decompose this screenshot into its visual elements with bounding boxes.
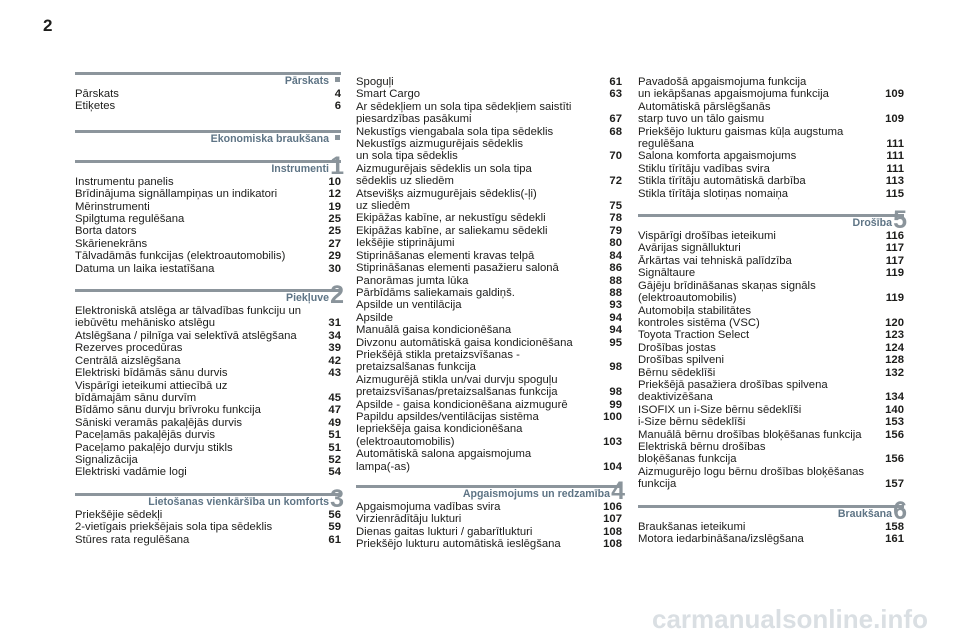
toc-entry[interactable]: Motora iedarbināšana/izslēgšana 161 [638,533,904,545]
toc-section [75,72,341,113]
toc-section [356,477,625,551]
toc-entry[interactable]: Aizmugurējā stikla un/vai durvju spoguļu pretaizsvīšanas/pretaizsalšanas funkcija 98 [356,373,622,399]
toc-entry[interactable]: Stiklu tīrītāju vadības svira 111 [638,162,904,175]
toc-entry[interactable]: Stikla tīrītāja slotiņas nomaiņa 115 [638,187,904,200]
toc-entry[interactable]: Stūres rata regulēšana 61 [75,533,341,546]
toc-entry[interactable]: Pārbīdāms saliekamais galdiņš. 88 [356,286,622,299]
toc-section [638,206,907,491]
toc-entry[interactable]: Vispārīgi drošības ieteikumi 116 [638,230,904,243]
toc-section [356,76,622,473]
toc-section [75,281,344,479]
toc-entry[interactable]: Signalizācija 52 [75,453,341,466]
toc-entry[interactable]: Manuālā gaisa kondicionēšana 94 [356,324,622,337]
section-title: Pārskats [284,75,329,87]
toc-entry[interactable]: Apsilde un ventilācija 93 [356,299,622,312]
toc-entry[interactable]: Signāltaure 119 [638,267,904,280]
toc-entry[interactable]: Braukšanas ieteikumi 158 [638,520,904,533]
toc-entry[interactable]: Rezerves procedūras 39 [75,342,341,355]
toc-entry[interactable]: Skārienekrāns 27 [75,237,341,250]
toc-section [638,76,904,200]
toc-entry[interactable]: Brīdinājuma signāllampiņas un indikatori 12 [75,188,341,201]
toc-column-2 [356,76,625,551]
toc-entry[interactable]: Apgaismojuma vadības svira 106 [356,501,622,513]
toc-section [75,130,341,146]
section-bullet-icon [335,77,340,82]
toc-entry[interactable]: Atsevišķs aizmugurējais sēdeklis(-ļi) uz sliedēm 75 [356,187,622,213]
toc-entry[interactable]: Aizmugurējo logu bērnu drošības bloķēšanas funkcija 157 [638,465,904,491]
toc-entry[interactable]: Centrālā aizslēgšana 42 [75,354,341,367]
toc-entry[interactable]: i-Size bērnu sēdeklīši 153 [638,416,904,429]
page-number: 2 [43,16,53,35]
toc-entry[interactable]: ISOFIX un i-Size bērnu sēdeklīši 140 [638,403,904,416]
section-bullet-icon [335,135,340,140]
toc-entry[interactable]: Paceļamās pakaļējās durvis 51 [75,429,341,442]
section-number: 5 [893,206,907,235]
toc-entry[interactable]: Virzienrādītāju lukturi 107 [356,513,622,526]
section-number: 4 [611,477,625,505]
toc-entry[interactable]: Bērnu sēdeklīši 132 [638,366,904,379]
toc-entry[interactable]: Dienas gaitas lukturi / gabarītlukturi 108 [356,525,622,538]
section-title: Apgaismojums un redzamība [462,488,610,500]
section-title: Braukšana [837,507,892,520]
toc-entry[interactable]: Atslēgšana / pilnīga vai selektīvā atslēgšana 34 [75,329,341,342]
toc-entry[interactable]: Spoguļi 61 [356,76,622,88]
toc-entry[interactable]: Pavadošā apgaismojuma funkcija un iekāpšanas apgaismojuma funkcija 109 [638,76,904,101]
toc-entry[interactable]: Avārijas signāllukturi 117 [638,242,904,255]
toc-entry[interactable]: Elektriski vadāmie logi 54 [75,466,341,479]
section-header [75,281,344,310]
toc-entry[interactable]: Automobiļa stabilitātes kontroles sistēma (VSC) 120 [638,304,904,329]
toc-entry[interactable]: Vispārīgi ieteikumi attiecībā uz bīdāmajām sānu durvīm 45 [75,379,341,404]
toc-entry[interactable]: Instrumentu panelis 10 [75,175,341,188]
toc-entry[interactable]: Panorāmas jumta lūka 88 [356,274,622,287]
section-number: 6 [893,496,907,525]
toc-entry[interactable]: Ar sēdekļiem un sola tipa sēdekļiem saistīti piesardzības pasākumi 67 [356,100,622,126]
toc-entry[interactable]: Smart Cargo 63 [356,88,622,101]
toc-entry[interactable]: Ekipāžas kabīne, ar saliekamu sēdekli 79 [356,224,622,237]
toc-entry[interactable]: Spilgtuma regulēšana 25 [75,213,341,226]
toc-entry[interactable]: Aizmugurējais sēdeklis un sola tipa sēdeklis uz sliedēm 72 [356,162,622,188]
toc-section [75,484,344,546]
toc-column-1 [75,72,344,546]
toc-entry[interactable]: Stiprināšanas elementi pasažieru salonā 86 [356,262,622,275]
toc-entry[interactable]: Sāniski veramās pakaļējās durvis 49 [75,416,341,429]
toc-entry[interactable]: Elektriskā bērnu drošības bloķēšanas funkcija 156 [638,440,904,466]
toc-entry[interactable]: Elektriski bīdāmās sānu durvis 43 [75,367,341,380]
toc-entry[interactable]: Tālvadāmās funkcijas (elektroautomobilis) 29 [75,250,341,263]
section-title: Drošība [852,217,892,230]
toc-entry[interactable]: Priekšējā stikla pretaizsvīšanas - pretaizsalšanas funkcija 98 [356,348,622,374]
toc-column-3 [638,76,907,545]
toc-section [638,496,907,546]
section-header [75,130,341,146]
toc-entry[interactable]: Iepriekšēja gaisa kondicionēšana (elektroautomobilis) 103 [356,423,622,448]
toc-entry[interactable]: Nekustīgs viengabala sola tipa sēdeklis 68 [356,125,622,138]
toc-entry[interactable]: Datuma un laika iestatīšana 30 [75,262,341,275]
section-number: 3 [330,484,344,513]
toc-entry[interactable]: Automātiskā pārslēgšanās starp tuvo un tālo gaismu 109 [638,100,904,126]
toc-entry[interactable]: Priekšējā pasažiera drošības spilvena deaktivizēšana 134 [638,378,904,404]
toc-entry[interactable]: Drošības jostas 124 [638,341,904,354]
section-title: Piekļuve [286,292,329,305]
section-number: 2 [330,281,344,310]
section-header [356,477,625,505]
section-header [75,72,341,88]
toc-entry[interactable]: Nekustīgs aizmugurējais sēdeklis un sola tipa sēdeklis 70 [356,138,622,163]
section-title: Lietošanas vienkāršība un komforts [148,495,329,508]
section-header [75,484,344,513]
watermark-url: carmanualsonline.info [652,604,928,634]
toc-entry[interactable]: Paceļamo pakaļējo durvju stikls 51 [75,441,341,454]
toc-section [75,151,344,275]
toc-entry[interactable]: Priekšējie sēdekļi 56 [75,508,341,521]
toc-entry[interactable]: Stikla tīrītāju automātiskā darbība 113 [638,175,904,188]
toc-entry[interactable]: Salona komforta apgaismojums 111 [638,150,904,163]
toc-entry[interactable]: Gājēju brīdināšanas skaņas signāls (elektroautomobilis) 119 [638,279,904,305]
toc-entry[interactable]: Elektroniskā atslēga ar tālvadības funkciju un iebūvētu mehānisko atslēgu 31 [75,305,341,330]
toc-entry[interactable]: Ekipāžas kabīne, ar nekustīgu sēdekli 78 [356,212,622,225]
toc-entry[interactable]: Apsilde 94 [356,311,622,324]
toc-entry[interactable]: Priekšējo lukturu gaismas kūļa augstuma regulēšana 111 [638,125,904,151]
toc-entry[interactable]: Priekšējo lukturu automātiskā ieslēgšana 108 [356,538,622,551]
toc-entry[interactable]: Stiprināšanas elementi kravas telpā 84 [356,249,622,262]
toc-entry[interactable]: Automātiskā salona apgaismojuma lampa(-as) 104 [356,448,622,473]
toc-entry[interactable]: Manuālā bērnu drošības bloķēšanas funkcija 156 [638,428,904,441]
toc-entry[interactable]: Iekšējie stiprinājumi 80 [356,237,622,250]
toc-entry[interactable]: Papildu apsildes/ventilācijas sistēma 100 [356,410,622,423]
section-title: Instrumenti [271,162,329,175]
section-header [638,496,907,525]
toc-entry[interactable]: Pārskats 4 [75,88,341,100]
toc-entry[interactable]: Etiķetes 6 [75,100,341,113]
toc-entry[interactable]: Borta dators 25 [75,225,341,238]
section-header [75,151,344,180]
toc-entry[interactable]: Drošības spilveni 128 [638,354,904,367]
section-header [638,206,907,235]
toc-entry[interactable]: 2-vietīgais priekšējais sola tipa sēdeklis 59 [75,521,341,534]
toc-entry[interactable]: Bīdāmo sānu durvju brīvroku funkcija 47 [75,404,341,417]
toc-entry[interactable]: Mērinstrumenti 19 [75,200,341,213]
section-title: Ekonomiska braukšana [210,132,329,145]
toc-entry[interactable]: Apsilde - gaisa kondicionēšana aizmugurē 99 [356,398,622,411]
section-number: 1 [330,151,344,180]
toc-entry[interactable]: Toyota Traction Select 123 [638,329,904,342]
toc-entry[interactable]: Ārkārtas vai tehniskā palīdzība 117 [638,254,904,267]
toc-entry[interactable]: Divzonu automātiskā gaisa kondicionēšana 95 [356,336,622,349]
